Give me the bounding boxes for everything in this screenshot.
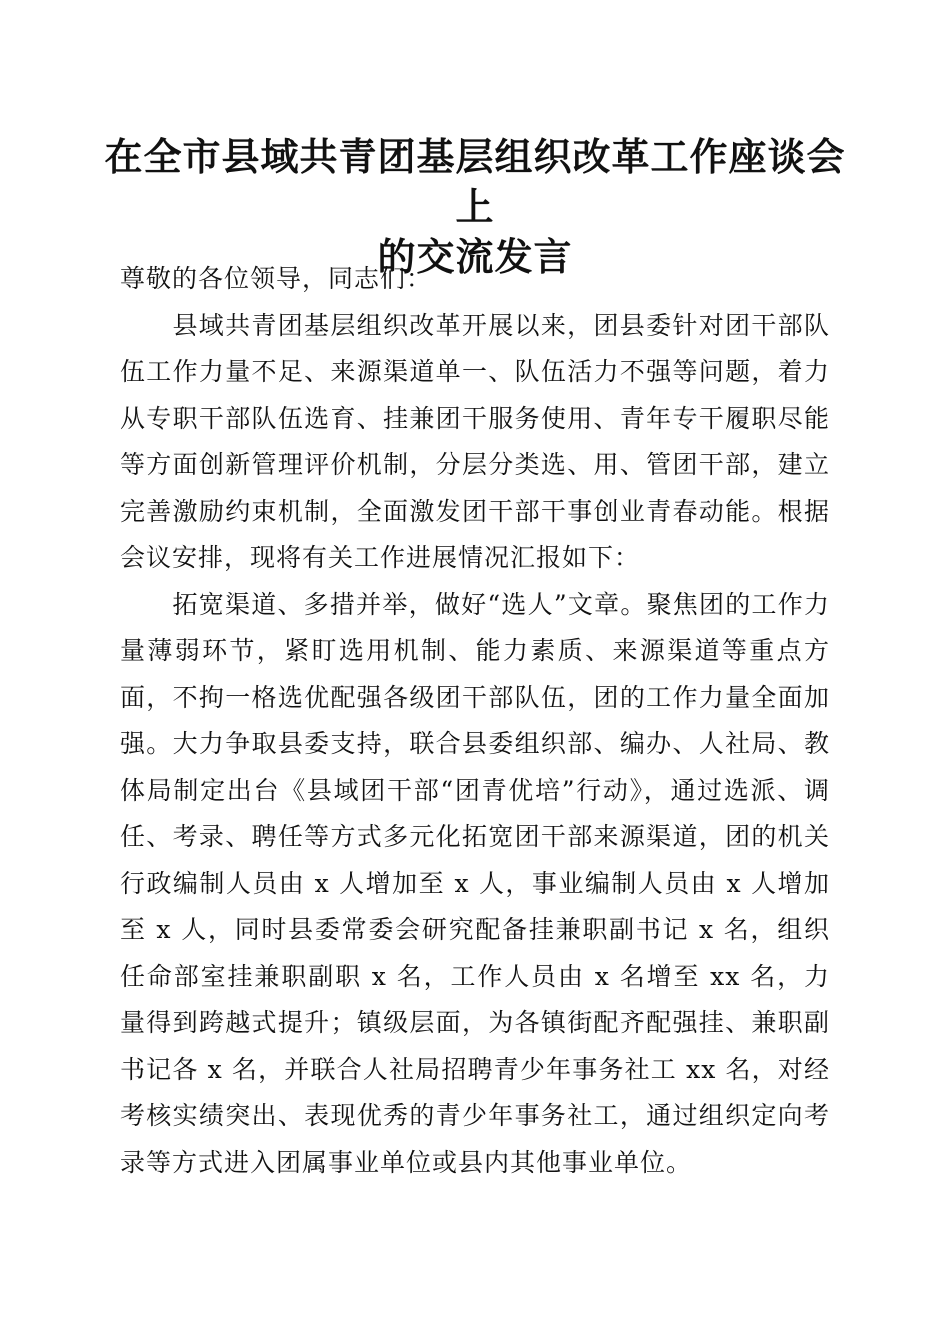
paragraph-section-1: 拓宽渠道、多措并举，做好“选人”文章。聚焦团的工作力量薄弱环节，紧盯选用机制、能力素质、来源渠道等重点方面，不拘一格选优配强各级团干部队伍，团的工作力量全面加强。大力争取县委支持，联合县委组织部、编办、人社局、教体局制定出台《县域团干部“团青优培”行动》，通过选派、调任、考录、聘任等方式多元化拓宽团干部来源渠道，团的机关行政编制人员由 x 人增加至 x 人，事业编制人员由 x 人增加至 x 人，同时县委常委会研究配备挂兼职副书记 x 名，组织任命部室挂兼职副职 x 名，工作人员由 x 名增至 xx 名，力量得到跨越式提升；镇级层面，为各镇街配齐配强挂、兼职副书记各 x 名，并联合人社局招聘青少年事务社工 xx 名，对经考核实绩突出、表现优秀的青少年事务社工，通过组织定向考录等方式进入团属事业单位或县内其他事业单位。 bbox=[120, 589, 830, 1177]
salutation: 尊敬的各位领导，同志们： bbox=[120, 264, 433, 293]
document-body bbox=[120, 256, 830, 1186]
paragraph-intro: 县域共青团基层组织改革开展以来，团县委针对团干部队伍工作力量不足、来源渠道单一、队伍活力不强等问题，着力从专职干部队伍选育、挂兼团干服务使用、青年专干履职尽能等方面创新管理评价机制，分层分类选、用、管团干部，建立完善激励约束机制，全面激发团干部干事创业青春动能。根据会议安排，现将有关工作进展情况汇报如下： bbox=[120, 310, 830, 572]
title-line-2: 的交流发言 bbox=[377, 234, 573, 279]
title-line-1: 在全市县域共青团基层组织改革工作座谈会上 bbox=[104, 134, 846, 229]
